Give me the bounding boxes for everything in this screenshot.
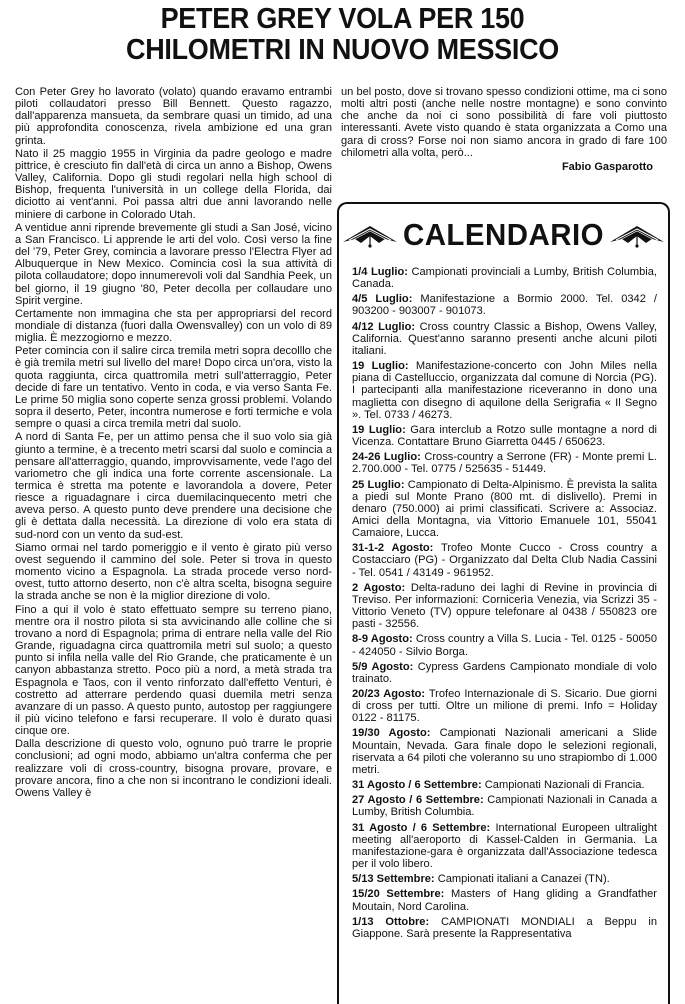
calendar-entry bbox=[352, 451, 657, 475]
article-paragraph: Con Peter Grey ho lavorato (volato) quando eravamo entrambi piloti collaudatori presso Bill Bennett. Questo ragazzo, dall'apparenza mansueta, da sembrare quasi un timido, ad una più approfondita conoscenza, rivela ambizione ed una gran grinta. bbox=[15, 86, 332, 147]
article-left-column bbox=[15, 86, 332, 800]
calendar-entry-date: 20/23 Agosto: bbox=[352, 688, 426, 700]
article-paragraph: A ventidue anni riprende brevemente gli studi a San José, vicino a San Francisco. Li apprende le arti del volo. Così verso la fine del '79, Peter Grey, comincia a lavorare presso l'Electra Flyer ad Albuquerque in New Mexico. Comincia così la sua attività di pilota collaudatore; dopo innumerevoli voli dal Sandhia Peek, un bel giorno, il 19 giugno '80, Peter decolla per collaudare uno Spirit vergine. bbox=[15, 221, 332, 307]
headline-line-1: PETER GREY VOLA PER 150 bbox=[160, 3, 525, 35]
calendar-entry-text: Gara interclub a Rotzo sulle montagne a nord di Vicenza. Contattare Bruno Giarretta 0445 / 650623. bbox=[352, 423, 657, 449]
calendar-entry-text: Trofeo Internazionale di S. Sicario. Due giorni di cross per tutti. Oltre un milione di premi. Info = Holiday 0122 - 81175. bbox=[352, 688, 657, 725]
calendar-title: CALENDARIO bbox=[402, 217, 605, 252]
calendar-entry-text: Campionati Nazionali americani a Slide Mountain, Nevada. Gara finale dopo le selezioni regionali, riservata a 64 piloti che voleranno su uno strapiombo di 1.000 metri. bbox=[352, 727, 657, 776]
article-paragraph: Fino a qui il volo è stato effettuato sempre su terreno piano, mentre ora il nostro pilota si sta avvicinando alle colline che si trovano a nord di Espagnola; prima di entrare nella valle del Rio Grande, riguadagna circa quattromila metri sul suolo; a questo punto si infila nella valle del Rio Grande, che praticamente è un canyon abbastanza stretto. Poco più a nord, a metà strada tra Espagnola e Taos, con il vento rinforzato dall'effetto Venturi, è costretto ad atterrare perdendo quasi duemila metri senza avanzare di un passo. A questo punto, autostop per raggiungere il più vicino telefono e farsi recuperare. Il volo è durato quasi cinque ore. bbox=[15, 603, 332, 738]
calendar-list bbox=[352, 266, 657, 943]
headline-line-2: CHILOMETRI IN NUOVO MESSICO bbox=[125, 34, 560, 66]
calendar-header bbox=[339, 204, 668, 264]
calendar-entry-text: CAMPIONATI MONDIALI a Beppu in Giappone. Sarà presente la Rappresentativa bbox=[352, 915, 657, 940]
calendar-entry-text: Campionati provinciali a Lumby, British Columbia, Canada. bbox=[352, 266, 658, 291]
calendar-entry bbox=[352, 266, 657, 290]
calendar-entry bbox=[352, 424, 657, 448]
article-right-column bbox=[341, 86, 667, 173]
calendar-entry bbox=[352, 688, 657, 724]
article-paragraph: A nord di Santa Fe, per un attimo pensa che il suo volo sia già giunto a termine, è a trecento metri scarsi dal suolo e comincia a pensare all'atterraggio, quando, improvvisamente, vede l'ago del variometro che gli indica una forte corrente ascensionale. La termica è stretta ma potente e lavorandola a dovere, Peter riesce a riguadagnare i circa duemilacinquecento metri che aveva perso. A questo punto deve prendere una decisione che gli è dettata dalla necessità. La direzione di volo era stata di sud-nord con un vento da sud-est. bbox=[15, 431, 332, 541]
calendar-entry-date: 4/12 Luglio: bbox=[352, 320, 416, 333]
calendar-entry-text: Campionati italiani a Canazei (TN). bbox=[437, 873, 610, 886]
calendar-entry bbox=[352, 727, 657, 776]
calendar-entry bbox=[352, 794, 657, 818]
calendar-entry bbox=[352, 888, 657, 912]
calendar-entry-text: Manifestazione a Bormio 2000. Tel. 0342 / 903200 - 903007 - 901073. bbox=[352, 293, 657, 318]
calendar-entry bbox=[352, 542, 657, 578]
calendar-entry bbox=[352, 321, 657, 357]
calendar-entry bbox=[352, 822, 657, 871]
calendar-entry-date: 19 Luglio: bbox=[352, 360, 409, 373]
calendar-entry-date: 31 Agosto / 6 Settembre: bbox=[352, 779, 482, 792]
calendar-entry-text: Delta-raduno dei laghi di Revine in provincia di Treviso. Per informazioni: Cornicerìa Venezia, via Scrizzi 35 - Vittorio Veneto (TV) oppure telefonare al 0438 / 550823 ore pasti - 32556. bbox=[352, 581, 657, 631]
calendar-entry bbox=[352, 582, 657, 631]
calendar-entry-date: 5/9 Agosto: bbox=[352, 660, 414, 673]
article-paragraph: Nato il 25 maggio 1955 in Virginia da padre geologo e madre pittrice, è cresciuto fin dall'età di circa un anno a Bishop, Owens Valley, California. Dopo gli studi regolari nella high school di Bishop, frequenta l'università in un college della Florida, dai diciotto ai vent'anni. Poi passa altri due anni lavorando nelle miniere di carbone in Colorado Utah. bbox=[15, 147, 332, 221]
calendar-box bbox=[337, 202, 670, 1004]
calendar-entry bbox=[352, 293, 657, 317]
article-paragraph: Siamo ormai nel tardo pomeriggio e il vento è girato più verso ovest seguendo il cammino del sole. Peter si trova in questo momento vicino a Espagnola. La strada procede verso nord-ovest, tutto attorno deserto, non c'è altra scelta, bisogna seguire la strada anche se non è la miglior direzione di volo. bbox=[15, 541, 332, 603]
calendar-entry-date: 19 Luglio: bbox=[352, 423, 406, 436]
calendar-entry-text: International Europeen ultralight meeting all'aeroporto di Kassel-Calden in Germania. La manifestazione-gara è organizzata dall'Associazione tedesca per il volo libero. bbox=[352, 821, 657, 871]
calendar-entry-text: Manifestazione-concerto con John Miles nella piana di Castelluccio, organizzata dal comune di Norcia (PG). I partecipanti alla manifestazione riceveranno in dono una maglietta con disegno di aquilone della Serigrafia « Il Segno ». Tel. 0733 / 46273. bbox=[352, 360, 657, 421]
calendar-entry-date: 19/30 Agosto: bbox=[352, 727, 431, 740]
calendar-entry-text: Campionato di Delta-Alpinismo. È prevista la salita a piedi sul Monte Prano (800 mt. di dislivello). Premi in denaro (750.000) ai primi classificati. Scrivere a: Associaz. Amici della Montagna, via Vittorio Emanuele 101, 55041 Camaiore, Lucca. bbox=[352, 478, 657, 540]
calendar-entry bbox=[352, 916, 657, 940]
calendar-entry-date: 2 Agosto: bbox=[352, 581, 406, 594]
calendar-entry bbox=[352, 633, 657, 657]
calendar-entry-date: 1/13 Ottobre: bbox=[352, 915, 430, 928]
calendar-entry-date: 1/4 Luglio: bbox=[352, 266, 408, 278]
hang-glider-icon bbox=[608, 222, 666, 248]
calendar-entry-text: Campionati Nazionali di Francia. bbox=[484, 779, 645, 792]
calendar-entry-date: 25 Luglio: bbox=[352, 478, 405, 491]
article-paragraph: Certamente non immagina che sta per appropriarsi del record mondiale di distanza (fuori dalla Owensvalley) con un volo di 89 miglia. È mezzogiorno e mezzo. bbox=[15, 307, 332, 345]
calendar-entry-date: 24-26 Luglio: bbox=[352, 451, 421, 464]
calendar-entry-date: 27 Agosto / 6 Settembre: bbox=[352, 794, 484, 807]
calendar-entry-text: Trofeo Monte Cucco - Cross country a Costacciaro (PG) - Organizzato dal Delta Club Nadia Cassini - Tel. 0541 / 43149 - 961952. bbox=[352, 542, 658, 579]
calendar-entry-text: Masters of Hang gliding a Grandfather Moutain, Nord Carolina. bbox=[352, 888, 657, 913]
calendar-entry bbox=[352, 873, 657, 885]
article-right-paragraphs bbox=[341, 86, 667, 159]
calendar-entry bbox=[352, 360, 657, 421]
calendar-entry-text: Cross country a Villa S. Lucia - Tel. 0125 - 50050 - 424050 - Silvio Borga. bbox=[352, 633, 657, 658]
calendar-entry bbox=[352, 779, 657, 791]
author-signature: Fabio Gasparotto bbox=[561, 160, 653, 173]
calendar-entry-date: 31 Agosto / 6 Settembre: bbox=[352, 821, 491, 834]
calendar-entry-date: 5/13 Settembre: bbox=[352, 873, 435, 886]
calendar-entry-date: 15/20 Settembre: bbox=[352, 888, 445, 901]
calendar-entry-text: Cross-country a Serrone (FR) - Monte premi L. 2.700.000 - Tel. 0775 / 525635 - 51449. bbox=[352, 451, 658, 476]
calendar-entry-text: Campionati Nazionali in Canada a Lumby, British Columbia. bbox=[352, 794, 657, 819]
calendar-entry-date: 4/5 Luglio: bbox=[352, 293, 413, 306]
article-paragraph: Peter comincia con il salire circa tremila metri sopra decolllo che è già tremila metri sul livello del mare! Dopo circa un'ora, visto la quota raggiunta, circa quattromila metri sull'atterraggio, Peter decide di fare un tentativo. Vento in coda, e via verso Santa Fe. Le prime 50 miglia sono coperte senza grossi problemi. Volando sopra il deserto, Peter, incontra numerose e forti termiche e vola sempre o quasi a circa tremila metri dal suolo. bbox=[15, 345, 332, 431]
calendar-entry bbox=[352, 479, 657, 540]
calendar-entry-text: Cypress Gardens Campionato mondiale di volo trainato. bbox=[352, 660, 657, 685]
article-paragraph: Dalla descrizione di questo volo, ognuno può trarre le proprie conclusioni; ad ogni modo, abbiamo un'altra conferma che per realizzare voli di cross-country, bisogna provare, provare, e provare ancora, fino a che non si incontrano le condizioni ideali. Owens Valley è bbox=[15, 738, 332, 799]
calendar-entry-date: 31-1-2 Agosto: bbox=[352, 542, 434, 555]
calendar-entry bbox=[352, 661, 657, 685]
headline bbox=[24, 4, 661, 66]
article-paragraph: un bel posto, dove si trovano spesso condizioni ottime, ma ci sono molti altri posti (anche nelle nostre montagne) e sono convinto che anche da noi ci sono possibilità di fare voli piuttosto interessanti. Avete visto quando è stata organizzata a Como una gara di cross? Forse noi non siamo ancora in grado di fare 100 chilometri alla volta, però... bbox=[341, 86, 667, 159]
calendar-entry-date: 8-9 Agosto: bbox=[352, 633, 413, 646]
calendar-entry-text: Cross country Classic a Bishop, Owens Valley, California. Quest'anno saranno presenti anche alcuni piloti italiani. bbox=[352, 320, 657, 357]
